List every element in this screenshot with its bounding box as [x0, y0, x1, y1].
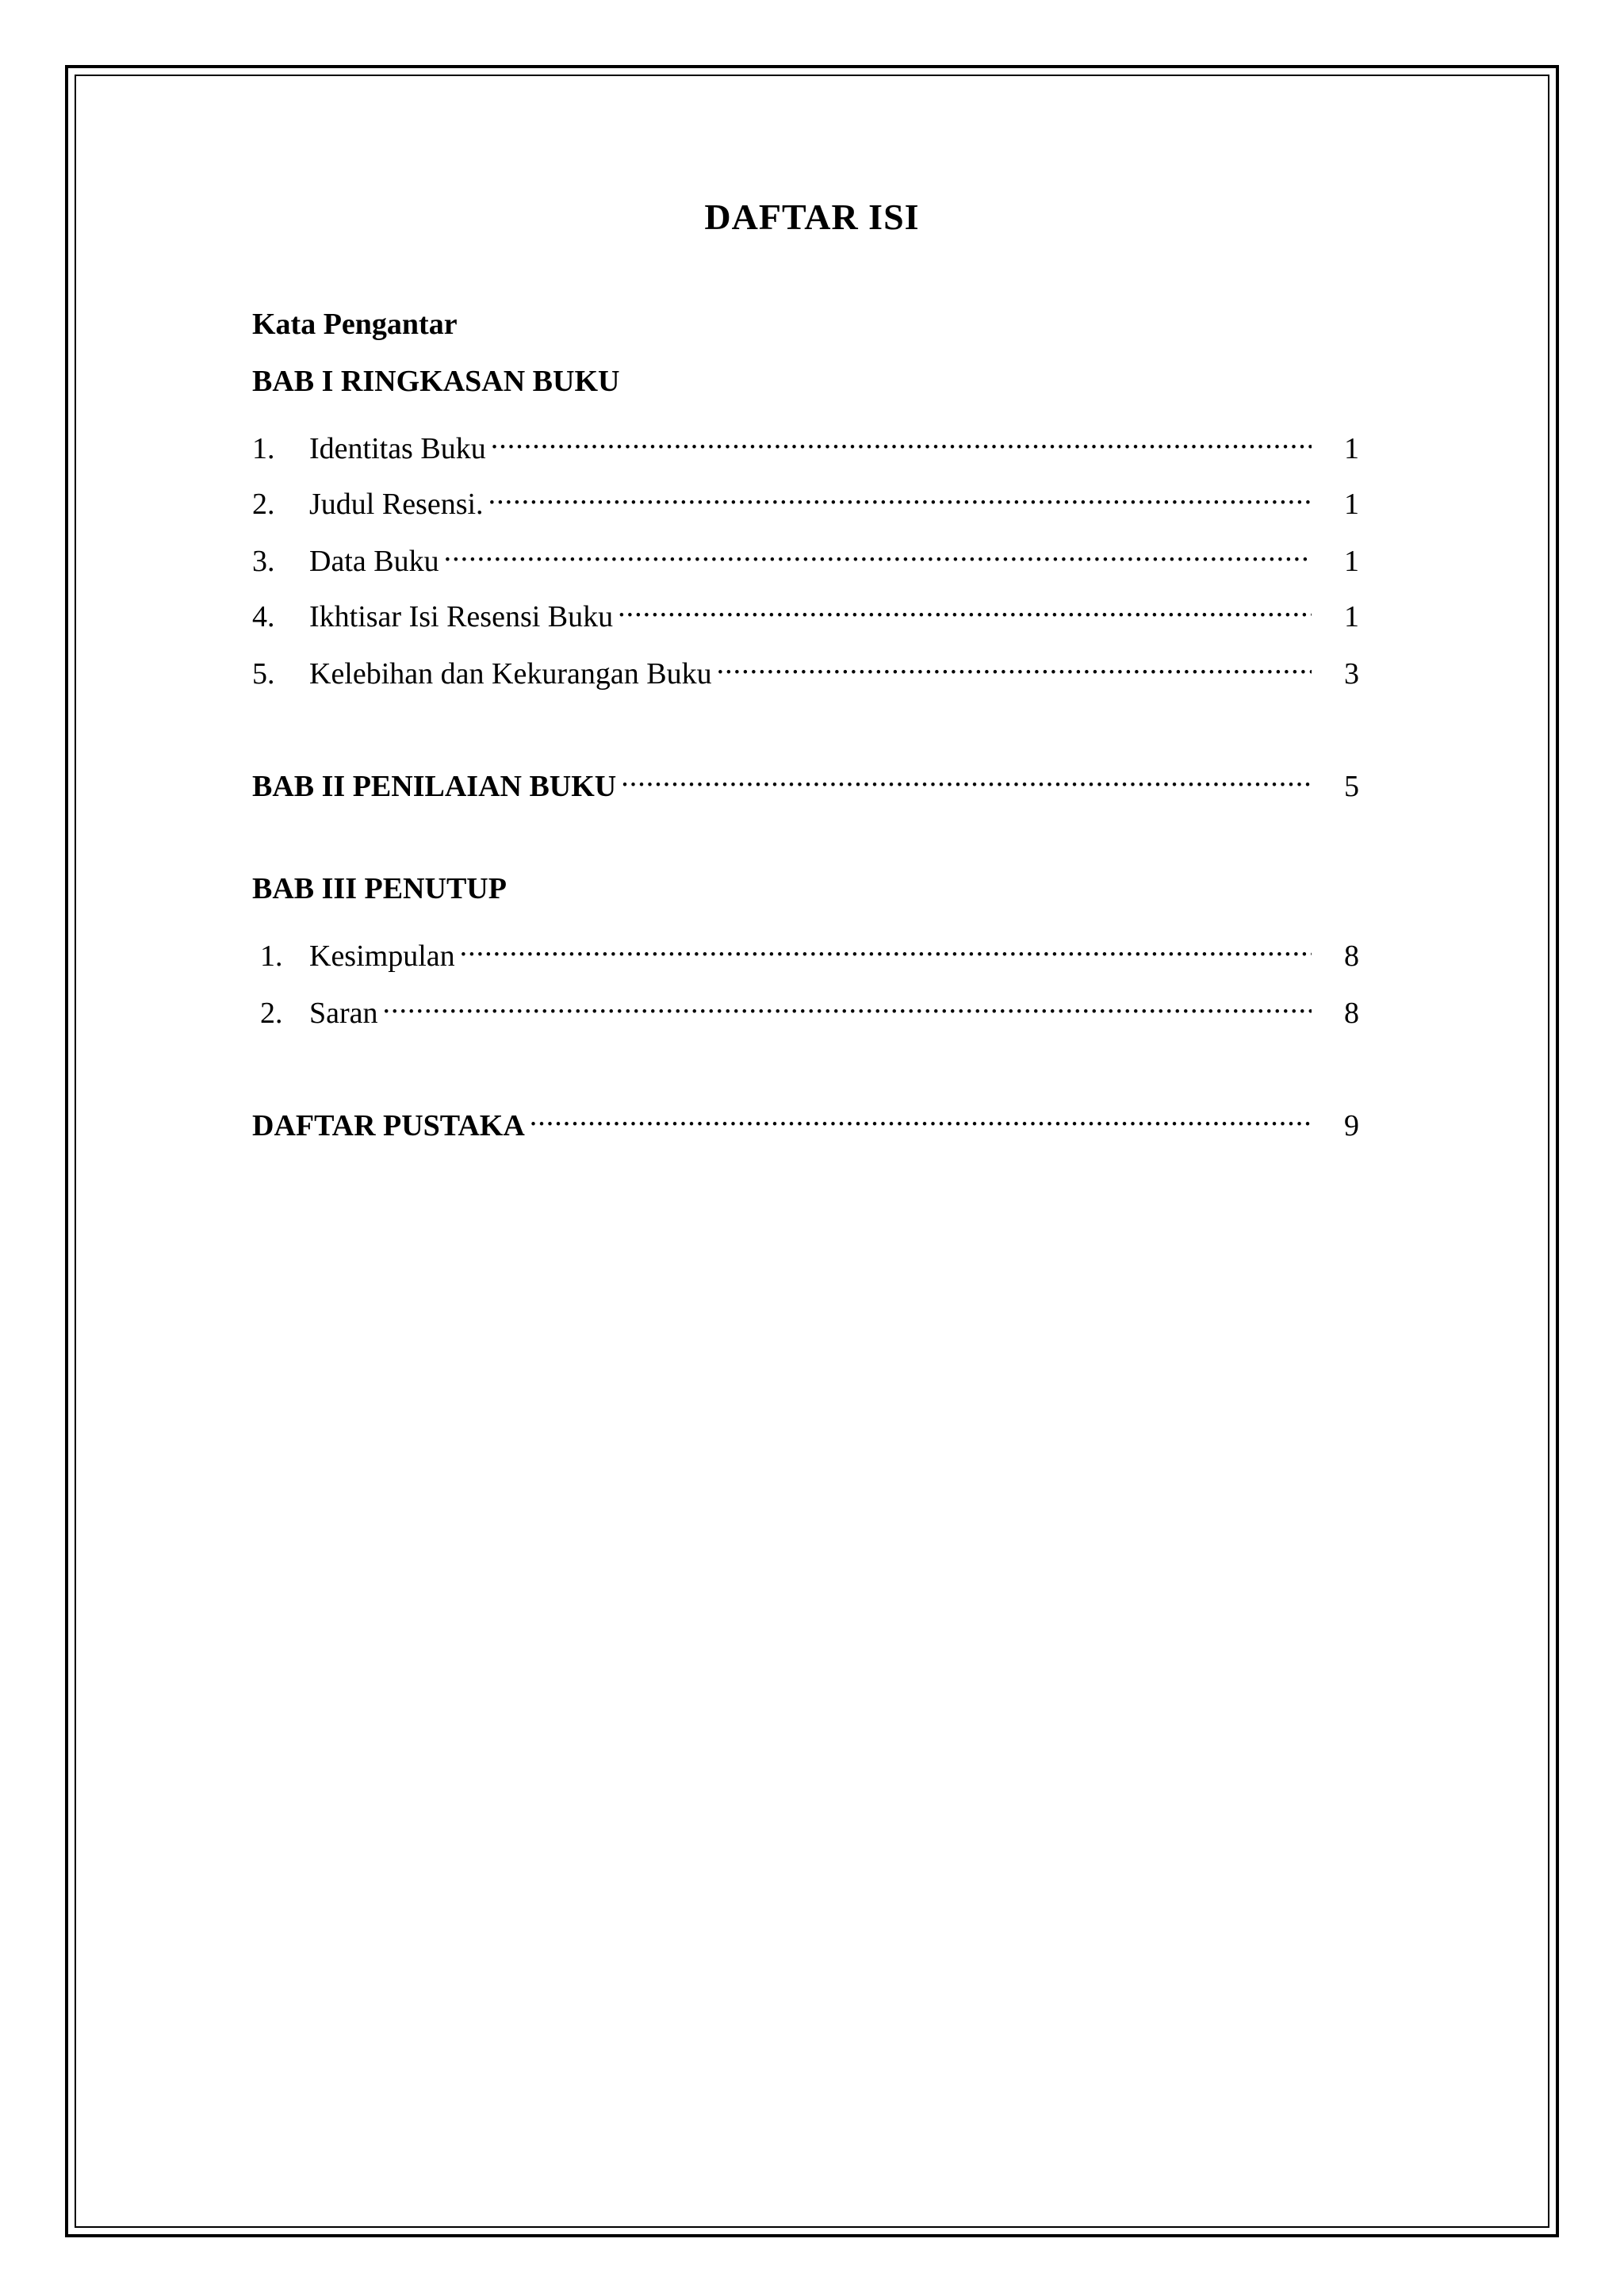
toc-entry-page: 1 [1344, 488, 1359, 521]
toc-entry-label: BAB II PENILAIAN BUKU [252, 770, 617, 803]
toc-entry-label: Ikhtisar Isi Resensi Buku [309, 600, 614, 633]
toc-entry-label: Identitas Buku [309, 432, 486, 465]
toc-heading-bab3: BAB III PENUTUP [252, 872, 507, 905]
toc-entry-page: 1 [1344, 432, 1359, 465]
toc-entry [252, 531, 1359, 578]
toc-entry-daftar-pustaka [252, 1096, 1359, 1142]
toc-entry-number: 4. [252, 600, 275, 633]
toc-entry [252, 587, 1359, 633]
toc-entry-label: Kelebihan dan Kekurangan Buku [309, 657, 712, 691]
toc-leader-dots [488, 474, 1312, 514]
toc-entry-bab2 [252, 756, 1359, 803]
toc-entry-page: 9 [1344, 1109, 1359, 1142]
toc-leader-dots [621, 756, 1312, 796]
toc-entry-label: Kesimpulan [309, 939, 455, 973]
toc-heading-bab1: BAB I RINGKASAN BUKU [252, 365, 620, 398]
toc-entry-page: 3 [1344, 657, 1359, 691]
toc-entry-number: 1. [260, 939, 283, 973]
toc-entry [252, 926, 1359, 973]
toc-leader-dots [717, 644, 1312, 683]
toc-leader-dots [530, 1096, 1312, 1135]
toc-entry-label: Saran [309, 997, 378, 1030]
toc-entry [252, 983, 1359, 1030]
toc-leader-dots [383, 983, 1312, 1023]
toc-entry-number: 3. [252, 545, 275, 578]
toc-entry-page: 8 [1344, 997, 1359, 1030]
page-title: DAFTAR ISI [704, 197, 920, 237]
toc-entry-page: 1 [1344, 545, 1359, 578]
toc-entry [252, 644, 1359, 691]
toc-leader-dots [491, 419, 1312, 458]
toc-entry-label: Judul Resensi. [309, 488, 484, 521]
toc-entry-page: 8 [1344, 939, 1359, 973]
toc-heading-kata-pengantar: Kata Pengantar [252, 308, 458, 341]
toc-entry-number: 2. [260, 997, 283, 1030]
toc-leader-dots [618, 587, 1312, 626]
toc-leader-dots [460, 926, 1312, 966]
toc-entry-label: DAFTAR PUSTAKA [252, 1109, 525, 1142]
toc-entry-number: 2. [252, 488, 275, 521]
toc-entry-page: 5 [1344, 770, 1359, 803]
toc-entry [252, 419, 1359, 465]
toc-entry-number: 1. [252, 432, 275, 465]
toc-leader-dots [444, 531, 1312, 571]
toc-entry-label: Data Buku [309, 545, 439, 578]
toc-entry [252, 474, 1359, 521]
toc-entry-number: 5. [252, 657, 275, 691]
toc-entry-page: 1 [1344, 600, 1359, 633]
